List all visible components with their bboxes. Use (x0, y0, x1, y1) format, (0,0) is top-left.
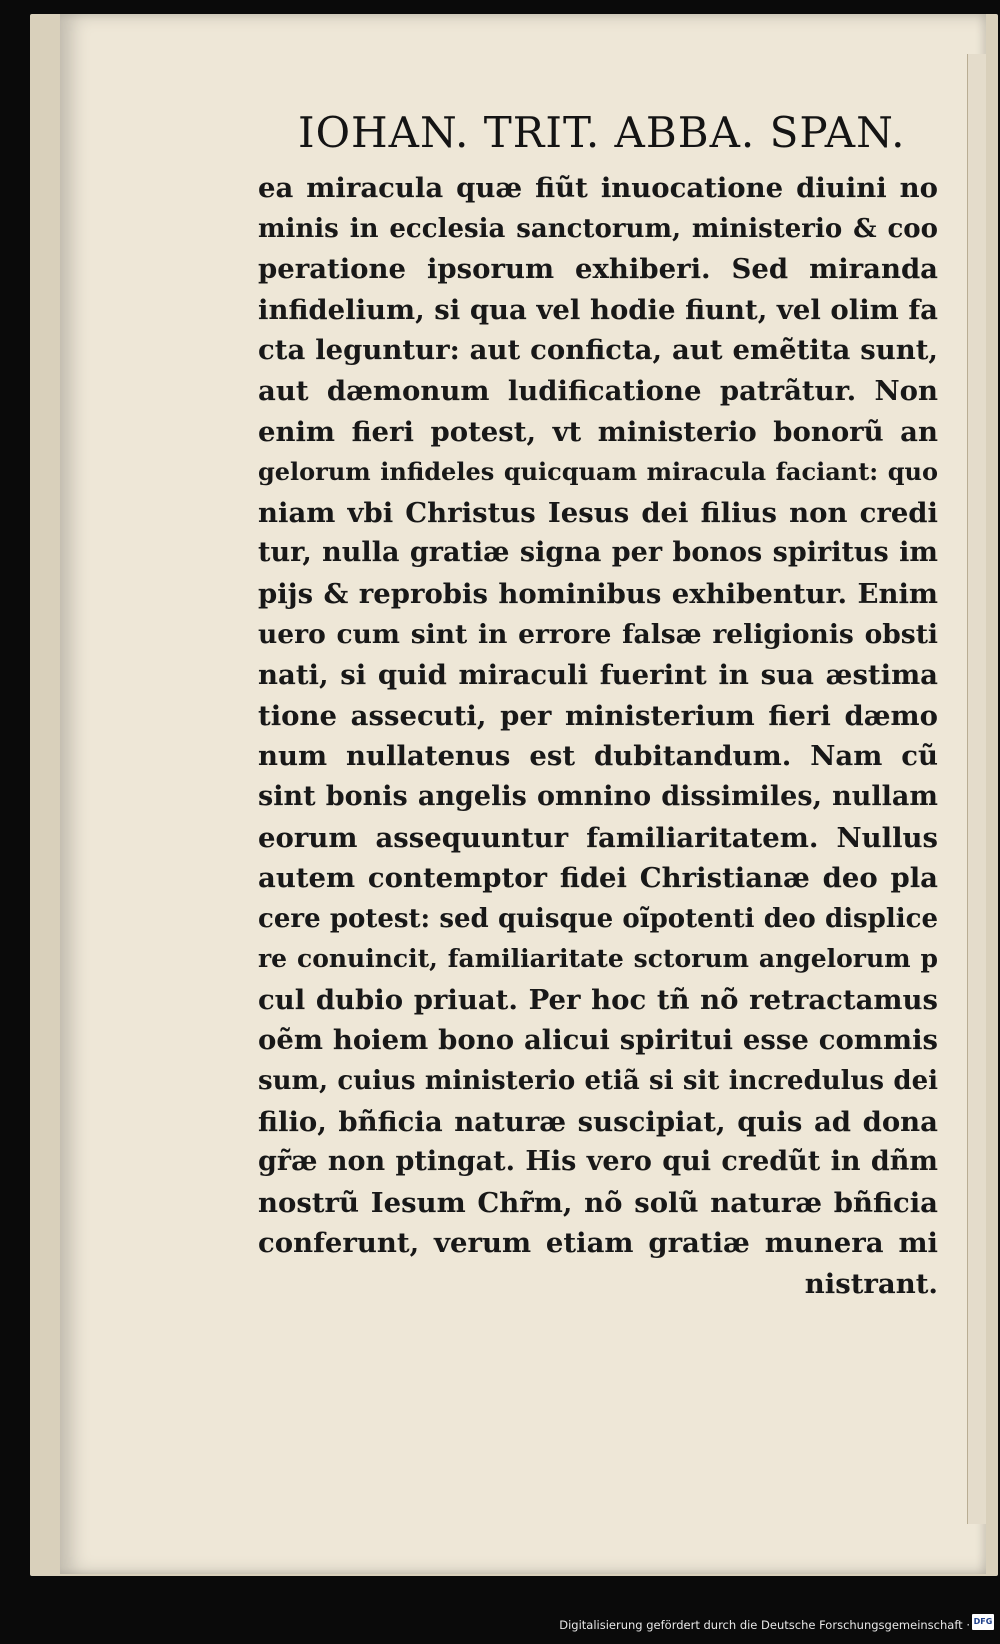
text-line: pijs & reprobis hominibus exhibentur. Enim (258, 577, 938, 610)
text-line: sint bonis angelis omnino dissimiles, nullam (258, 780, 938, 812)
text-line-last: nistrant. (804, 1268, 938, 1301)
text-line: tione assecuti, per ministerium fieri dæmo (258, 699, 938, 732)
text-line: cere potest: sed quisque oĩpotenti deo displice (258, 903, 938, 934)
next-leaf-edge (967, 54, 986, 1524)
text-line: peratione ipsorum exhiberi. Sed miranda (258, 253, 938, 286)
text-line: aut dæmonum ludificatione patrãtur. Non (258, 374, 938, 407)
text-line: re conuincit, familiaritate sctorum angelorum p (258, 944, 938, 974)
body-text (258, 168, 938, 1305)
dfg-logo: DFG (972, 1614, 994, 1630)
text-line: nostrũ Iesum Chr̃m, nõ solũ naturæ bñficia (258, 1186, 938, 1219)
text-line: autem contemptor fidei Christianæ deo pla (258, 862, 938, 895)
text-line: num nullatenus est dubitandum. Nam cũ (258, 740, 938, 773)
text-line: conferunt, verum etiam gratiæ munera mi (258, 1227, 938, 1260)
text-line: infidelium, si qua vel hodie fiunt, vel olim fa (258, 293, 938, 326)
running-head: IOHAN. TRIT. ABBA. SPAN. (298, 108, 906, 157)
text-line: eorum assequuntur familiaritatem. Nullus (258, 821, 938, 854)
text-line: minis in ecclesia sanctorum, ministerio & coo (258, 213, 938, 244)
text-line: cta leguntur: aut conficta, aut emẽtita sunt, (258, 334, 938, 367)
text-line: ea miracula quæ fiũt inuocatione diuini no (258, 172, 938, 204)
digitization-credit: Digitalisierung gefördert durch die Deutsche Forschungsgemeinschaft · (559, 1618, 970, 1632)
text-line: tur, nulla gratiæ signa per bonos spiritus im (258, 537, 938, 569)
text-line: gr̃æ non ptingat. His vero qui credũt in dñm (258, 1146, 938, 1178)
text-line: nati, si quid miraculi fuerint in sua æstima (258, 659, 938, 692)
text-line: uero cum sint in errore falsæ religionis obsti (258, 618, 938, 650)
text-line: sum, cuius ministerio etiã si sit incredulus dei (258, 1066, 938, 1097)
text-line: niam vbi Christus Iesus dei filius non credi (258, 496, 938, 529)
text-line: cul dubio priuat. Per hoc tñ nõ retractamus (258, 983, 938, 1016)
text-line: filio, bñficia naturæ suscipiat, quis ad dona (258, 1105, 938, 1138)
text-line: oẽm hoiem bono alicui spiritui esse commis (258, 1024, 938, 1057)
text-line: enim fieri potest, vt ministerio bonorũ an (258, 415, 938, 448)
text-line: gelorum infideles quicquam miracula faciant: quo (258, 457, 938, 487)
